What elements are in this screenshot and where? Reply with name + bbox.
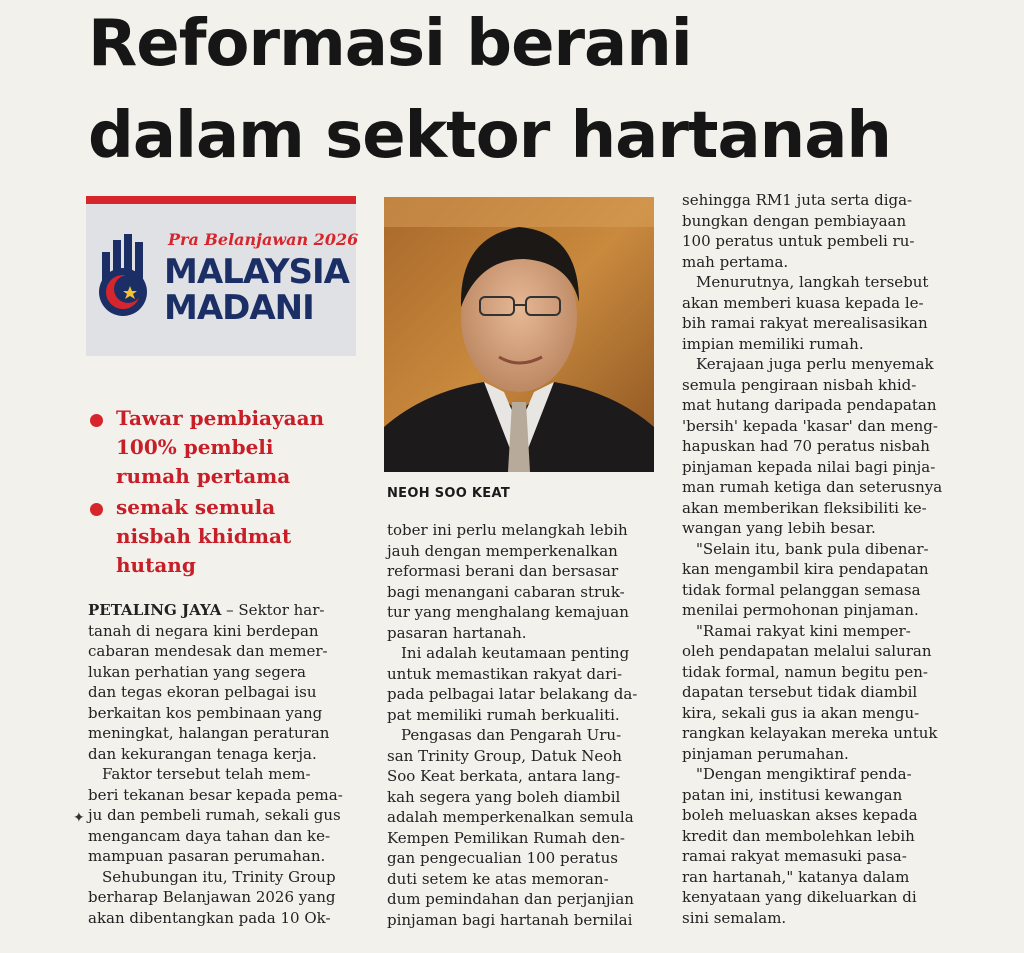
article-line: dum pemindahan dan perjanjian [387,890,634,908]
article-line: cabaran mendesak dan memer- [88,642,328,660]
article-line: jauh dengan memperkenalkan [387,541,618,560]
article-line: "Dengan mengiktiraf penda- [696,765,912,783]
banner-title [164,254,349,326]
article-line: impian memiliki rumah. [682,334,864,353]
article-line: pada pelbagai latar belakang da- [387,685,638,703]
article-line: mengancam daya tahan dan ke- [88,826,331,845]
article-line: tanah di negara kini berdepan [88,621,319,640]
article-line: berharap Belanjawan 2026 yang [88,888,336,906]
article-line: bagi menangani cabaran struk- [387,582,625,601]
article-line: akan memberi kuasa kepada le- [682,293,924,312]
portrait-image [384,197,654,472]
madani-hand-logo-icon [96,230,154,318]
article-line: akan dibentangkan pada 10 Ok- [88,908,331,927]
registration-mark-icon: ✦ [73,810,85,826]
article-line: pinjaman bagi hartanah bernilai [387,910,633,929]
article-column-3 [682,190,942,928]
article-line: untuk memastikan rakyat dari- [387,664,623,683]
article-line: Menurutnya, langkah tersebut [696,273,929,291]
article-line: dapatan tersebut tidak diambil [682,683,918,701]
article-line: pinjaman perumahan. [682,744,849,763]
article-line: semula pengiraan nisbah khid- [682,375,917,394]
photo-caption: NEOH SOO KEAT [387,486,510,501]
dateline: PETALING JAYA [88,601,222,619]
article-line: menilai permohonan pinjaman. [682,601,919,619]
article-line: "Selain itu, bank pula dibenar- [696,539,929,558]
article-line: dan kekurangan tenaga kerja. [88,744,317,763]
article-line: akan memberikan fleksibiliti ke- [682,498,927,517]
banner-red-bar [86,196,356,204]
article-line: kah segera yang boleh diambil [387,787,621,806]
highlight-item [84,404,354,491]
portrait-photo [384,197,654,472]
article-line: lukan perhatian yang segera [88,662,306,681]
article-line: 100 peratus untuk pembeli ru- [682,232,915,250]
article-line: berkaitan kos pembinaan yang [88,703,323,722]
article-line: hapuskan had 70 peratus nisbah [682,437,930,455]
article-line: pasaran hartanah. [387,623,527,642]
article-line: ju dan pembeli rumah, sekali gus [88,806,341,824]
article-line: kredit dan membolehkan lebih [682,826,915,845]
highlight-text: semak semula nisbah khidmat hutang [116,495,292,577]
article-line: dan tegas ekoran pelbagai isu [88,683,317,701]
article-column-1 [88,600,343,928]
article-line: san Trinity Group, Datuk Neoh [387,746,622,765]
article-line: tober ini perlu melangkah lebih [387,521,628,539]
article-line: reformasi berani dan bersasar [387,562,619,580]
article-line: tidak formal, namun begitu pen- [682,662,928,681]
article-line: 'bersih' kepada 'kasar' dan meng- [682,416,938,435]
article-line: kira, sekali gus ia akan mengu- [682,703,920,722]
article-line: oleh pendapatan melalui saluran [682,642,932,660]
article-line: Soo Keat berkata, antara lang- [387,767,621,785]
article-line: tur yang menghalang kemajuan [387,603,629,621]
article-line: meningkat, halangan peraturan [88,724,330,742]
article-line: sini semalam. [682,908,787,927]
article-line: Faktor tersebut telah mem- [102,765,311,783]
highlight-text: Tawar pembiayaan 100% pembeli rumah pertama [116,406,325,488]
article-line: mah pertama. [682,252,789,271]
article-line: tidak formal pelanggan semasa [682,580,921,599]
article-line: adalah memperkenalkan semula [387,808,634,826]
article-line: "Ramai rakyat kini memper- [696,621,911,640]
article-line: pat memiliki rumah berkualiti. [387,705,620,724]
article-line: mampuan pasaran perumahan. [88,847,326,865]
banner-title-line-1: MALAYSIA [164,252,349,292]
article-line: gan pengecualian 100 peratus [387,849,618,867]
banner-title-line-2: MADANI [164,288,314,328]
article-line: Pengasas dan Pengarah Uru- [401,726,622,744]
article-line: Ini adalah keutamaan penting [401,644,630,662]
article-line: Kerajaan juga perlu menyemak [696,355,934,373]
article-line: Kempen Pemilikan Rumah den- [387,828,625,847]
article-line: kenyataan yang dikeluarkan di [682,888,917,906]
highlights-list [84,404,354,582]
bullet-dot-icon [90,414,103,427]
article-line: sehingga RM1 juta serta diga- [682,191,913,209]
article-line: bungkan dengan pembiayaan [682,211,907,230]
article-line: kan mengambil kira pendapatan [682,560,929,578]
article-line: ran hartanah," katanya dalam [682,867,910,886]
bullet-dot-icon [90,503,103,516]
article-line: rangkan kelayakan mereka untuk [682,724,938,742]
article-line: beri tekanan besar kepada pema- [88,785,343,804]
article-line: wangan yang lebih besar. [682,519,876,537]
headline-line-2: dalam sektor hartanah [88,99,891,173]
article-column-2 [387,520,637,930]
article-line: ramai rakyat memasuki pasa- [682,847,907,865]
banner-subtitle: Pra Belanjawan 2026 [168,230,359,249]
article-line: Sehubungan itu, Trinity Group [102,867,336,886]
article-line: man rumah ketiga dan seterusnya [682,478,943,496]
article-line: bih ramai rakyat merealisasikan [682,314,928,332]
article-line: boleh meluaskan akses kepada [682,806,918,824]
article-line: pinjaman kepada nilai bagi pinja- [682,457,936,476]
article-line: patan ini, institusi kewangan [682,785,903,804]
article-line: PETALING JAYA – Sektor har- [88,601,325,619]
headline-line-1: Reformasi berani [88,7,692,81]
article-line: mat hutang daripada pendapatan [682,396,937,414]
budget-banner [86,196,359,356]
article-line: duti setem ke atas memoran- [387,869,609,888]
highlight-item [84,493,354,580]
